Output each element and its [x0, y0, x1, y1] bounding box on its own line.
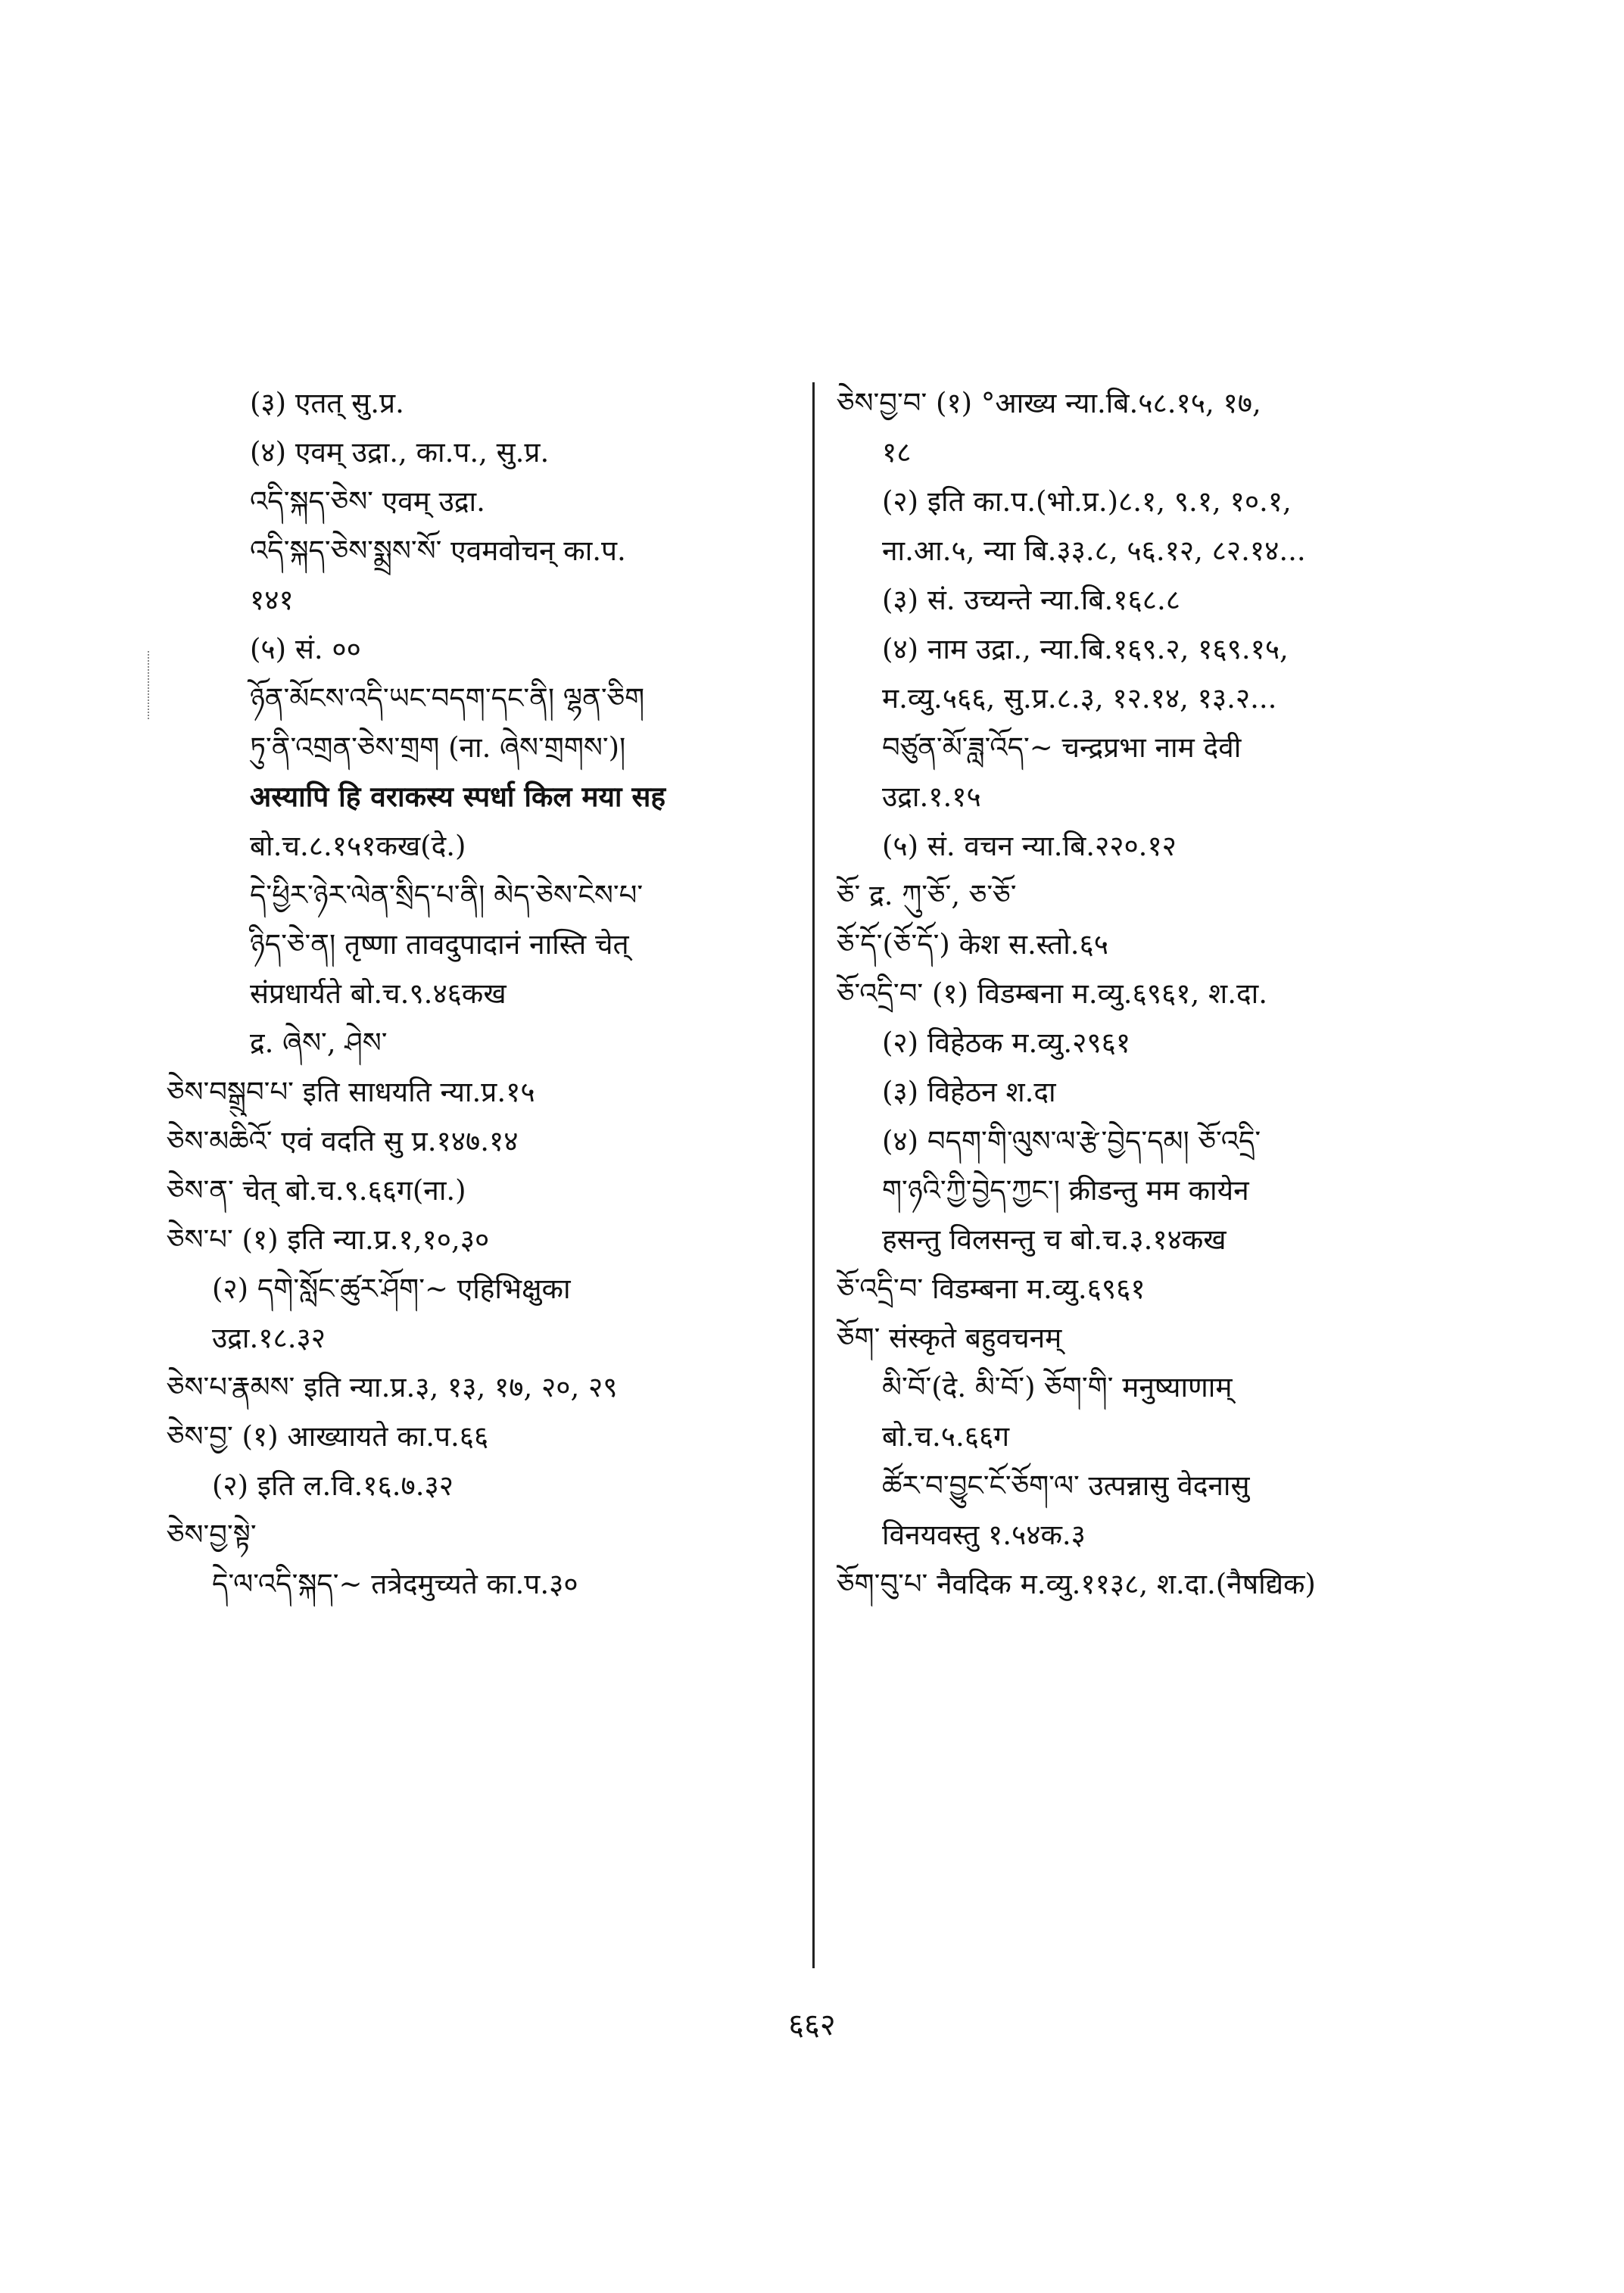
right-entry-line: ཅོ་ द्र. ཀུ་ཅོ་, ཅ་ཅོ་	[837, 879, 1017, 911]
left-entry-line: ཉོན་མོངས་འདི་ཡང་བདག་དང་ནི། ལྷན་ཅིག	[250, 682, 645, 715]
left-entry-line: ཅེས་ན་ चेत् बो.च.९.६६ग(ना.)	[167, 1174, 466, 1207]
right-entry-line: ཅོག་བུ་པ་ नैवदिक म.व्यु.११३८, श.दा.(नैषद्यिक)	[837, 1568, 1316, 1600]
left-entry-line: དེ་ཕྱིར་ཉེར་ལེན་སྲིད་པ་ནི། མེད་ཅེས་ངེས་པ་	[250, 879, 644, 911]
left-entry-line: बो.च.८.१५१कख(दे.)	[250, 830, 466, 862]
right-entry-line: उद्रा.१.१५	[882, 780, 981, 813]
left-entry-line: ཉིད་ཅེ་ན། तृष्णा तावदुपादानं नास्ति चेत्	[250, 928, 629, 961]
left-entry-line: འདི་སྐད་ཅེས་སྨྲས་སོ་ एवमवोचन् का.प.	[250, 534, 626, 567]
right-entry-line: हसन्तु विलसन्तु च बो.च.३.१४कख	[882, 1223, 1227, 1256]
right-entry-line: बो.च.५.६६ग	[882, 1420, 1010, 1453]
right-entry-line: ना.आ.५, न्या बि.३३.८, ५६.१२, ८२.१४...	[882, 534, 1306, 567]
left-entry-line: (४) एवम् उद्रा., का.प., सु.प्र.	[250, 436, 550, 469]
left-entry-line: (२) དགེ་སློང་ཚུར་ཤོག་~ एहिभिक्षुका	[212, 1273, 571, 1305]
left-entry-line: ཅེས་པ་ (१) इति न्या.प्र.१,१०,३०	[167, 1223, 490, 1256]
left-entry-line: द्र. ཞེས་, ཤེས་	[250, 1027, 388, 1059]
right-entry-line: (५) सं. वचन न्या.बि.२२०.१२	[882, 830, 1177, 862]
right-entry-line: विनयवस्तु १.५४क.३	[882, 1519, 1086, 1551]
left-entry-line: ཅེས་བྱ་སྟེ་	[167, 1519, 257, 1551]
left-entry-line: ཅེས་མཆིའོ་ एवं वदति सु प्र.१४७.१४	[167, 1125, 519, 1157]
right-column	[837, 379, 1473, 1609]
right-entry-line: ཅོ་དོ་(ཅོ་དོ་) केश स.स्तो.६५	[837, 928, 1109, 961]
left-entry-line: संप्रधार्यते बो.च.९.४६कख	[250, 977, 507, 1010]
left-entry-line: १४१	[250, 584, 294, 616]
page-number: ६६२	[788, 2008, 836, 2042]
right-entry-line: (२) इति का.प.(भो.प्र.)८.१, ९.१, १०.१,	[882, 485, 1292, 518]
left-entry-line: ཅེས་བྱ་ (१) आख्यायते का.प.६६	[167, 1420, 489, 1453]
right-entry-line: བཙུན་མོ་ཟླ་འོད་~ चन्द्रप्रभा नाम देवी	[882, 731, 1242, 764]
right-entry-line: (४) नाम उद्रा., न्या.बि.१६९.२, १६९.१५,	[882, 633, 1289, 665]
right-entry-line: (४) བདག་གི་ལུས་ལ་རྩེ་བྱེད་དམ། ཅོ་འདྲི་	[882, 1125, 1261, 1157]
right-entry-line: མི་བོ་(दे. མི་བོ་) ཅོག་གི་ मनुष्याणाम्	[882, 1371, 1233, 1404]
column-divider	[812, 382, 815, 1968]
right-entry-line: ཅོ་འདྲི་བ་ (१) विडम्बना म.व्यु.६९६१, श.दा.	[837, 977, 1267, 1010]
left-entry-line: उद्रा.१८.३२	[212, 1322, 326, 1354]
left-entry-line: དེ་ལ་འདི་སྐད་~ तत्रेदमुच्यते का.प.३०	[212, 1568, 578, 1600]
right-entry-line: म.व्यु.५६६, सु.प्र.८.३, १२.१४, १३.२...	[882, 682, 1277, 715]
right-entry-line: ག་ཉའི་ཀྱི་བྱེད་ཀྱང་། क्रीडन्तु मम कायेन	[882, 1174, 1249, 1207]
right-entry-line: ཅོག་ संस्कृते बहुवचनम्	[837, 1322, 1062, 1354]
left-entry-line: (३) एतत् सु.प्र.	[250, 387, 404, 419]
margin-dots	[148, 651, 151, 719]
right-entry-line: १८	[882, 436, 912, 469]
right-entry-line: ཅེས་བྱ་བ་ (१) °आख्य न्या.बि.५८.१५, १७,	[837, 387, 1261, 419]
left-column	[167, 379, 803, 1609]
right-entry-line: (३) सं. उच्यन्ते न्या.बि.१६८.८	[882, 584, 1180, 616]
right-entry-line: ཅོ་འདྲི་བ་ विडम्बना म.व्यु.६९६१	[837, 1273, 1146, 1305]
right-entry-line: ཚོར་བ་བྱུང་ངོ་ཅོག་ལ་ उत्पन्नासु वेदनासु	[882, 1469, 1250, 1502]
right-entry-line: (२) विहेठक म.व्यु.२९६१	[882, 1027, 1131, 1059]
right-entry-line: (३) विहेठन श.दा	[882, 1076, 1056, 1108]
left-entry-line: अस्यापि हि वराकस्य स्पर्धा किल मया सह	[250, 780, 666, 813]
left-entry-line: ཅེས་པ་རྣམས་ इति न्या.प्र.३, १३, १७, २०, २९	[167, 1371, 618, 1404]
left-entry-line: (५) सं. ००	[250, 633, 361, 665]
left-entry-line: འདི་སྐད་ཅེས་ एवम् उद्रा.	[250, 485, 485, 518]
left-entry-line: (२) इति ल.वि.१६.७.३२	[212, 1469, 454, 1502]
left-entry-line: ཅེས་བསྒྲུབ་པ་ इति साधयति न्या.प्र.१५	[167, 1076, 535, 1108]
left-entry-line: ཏུ་ནི་འགྲན་ཅེས་གྲག (ना. ཞེས་གྲགས་)།	[250, 731, 626, 764]
